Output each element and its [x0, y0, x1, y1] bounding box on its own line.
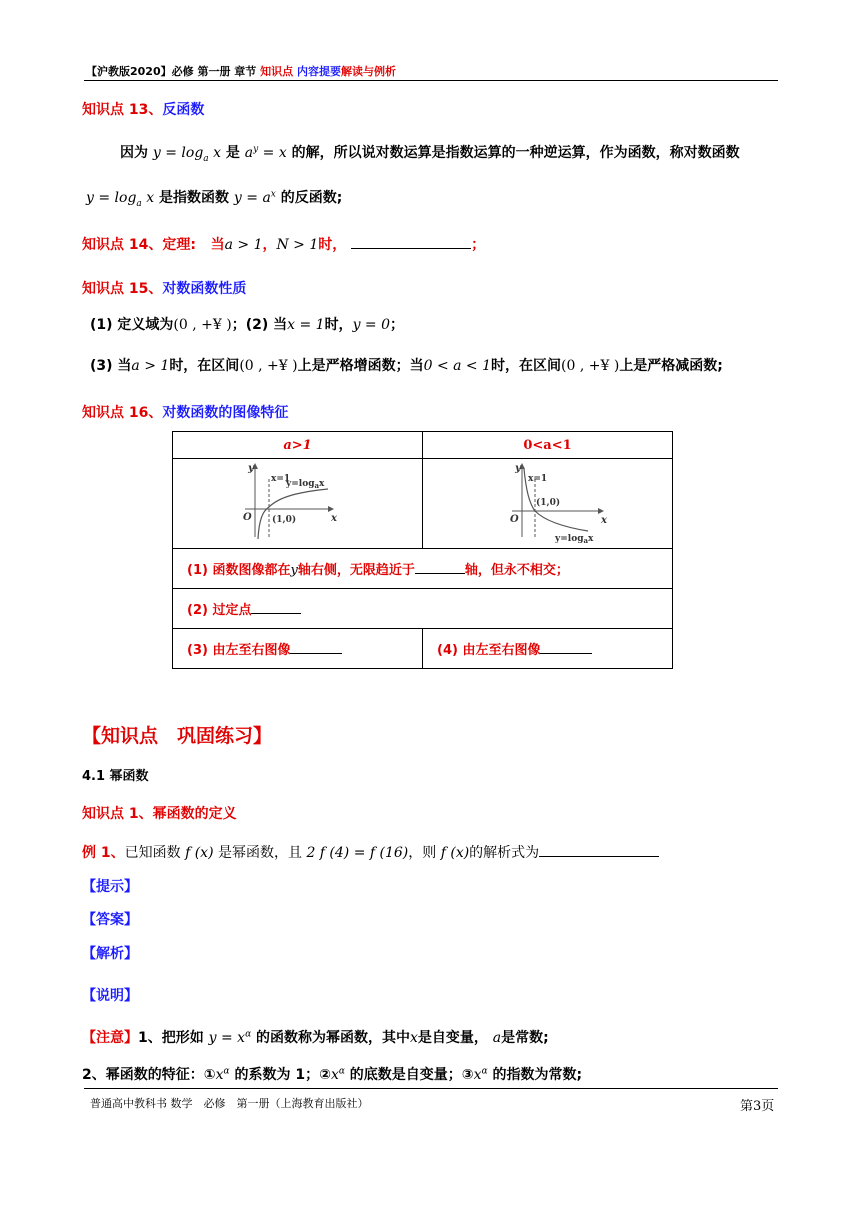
example-1: 例 1、已知函数 f (x) 是幂函数，且 2 f (4) = f (16)，则 f (x)的解析式为: [82, 842, 659, 862]
row2-blank[interactable]: [251, 599, 301, 614]
analysis-label: 【解析】: [82, 946, 138, 962]
row3-blank[interactable]: [290, 639, 342, 654]
svg-text:x: x: [601, 515, 607, 526]
kp13-title: 知识点 13、反函数: [82, 102, 205, 118]
col-header-a-gt-1: a>1: [173, 432, 423, 459]
kp13-line1: 因为 $y = \log_a x$ 是 $a^y = x$ 的解，所以说对数运算是指数运算的一种逆运算，作为函数，称对数函数: [120, 144, 740, 164]
kp13-line2: $y = \log_a x$ 是指数函数 $y = a^x$ 的反函数;: [86, 189, 343, 209]
svg-text:x=1: x=1: [528, 474, 548, 484]
section-title: 4.1 幂函数: [82, 769, 149, 784]
kp15-item3: (3) 当a > 1时，在区间(0 , +¥ )上是严格增函数；当0 < a < 1时，在区间(0 , +¥ )上是严格减函数;: [90, 358, 723, 374]
kp1-title: 知识点 1、幂函数的定义: [82, 806, 237, 822]
svg-text:(1,0): (1,0): [272, 515, 297, 525]
graph-cell-decreasing: [423, 459, 673, 549]
note-label: 【说明】: [82, 988, 138, 1004]
header-series: 【沪教版2020】必修 第一册 章节: [86, 65, 257, 78]
svg-text:x: x: [331, 513, 337, 524]
caution-line-2: 2、幂函数的特征：$①x^\alpha$ 的系数为 1；$②x^\alpha$ 的底数是自变量；$③x^\alpha$ 的指数为常数;: [82, 1066, 583, 1083]
footer-rule: [84, 1088, 778, 1089]
row1-blank[interactable]: [415, 559, 465, 574]
kp16-title: 知识点 16、对数函数的图像特征: [82, 405, 289, 421]
kp15-title: 知识点 15、对数函数性质: [82, 281, 247, 297]
svg-text:(1,0): (1,0): [536, 498, 561, 508]
graph-log-decreasing: [423, 459, 672, 544]
caution-line-1: 【注意】1、把形如 $y = x^\alpha$ 的函数称为幂函数，其中x是自变量， a是常数;: [82, 1029, 549, 1046]
col-header-a-lt-1: 0<a<1: [423, 432, 673, 459]
header-rule: [84, 80, 778, 81]
graph-feature-table: [172, 431, 673, 669]
hint-label: 【提示】: [82, 879, 138, 895]
example-blank[interactable]: [539, 842, 659, 857]
header-summary: 内容提要: [296, 65, 341, 78]
row-feature-1: (1) 函数图像都在y轴右侧，无限趋近于 轴，但永不相交；: [173, 549, 673, 589]
graph-cell-increasing: [173, 459, 423, 549]
header-explain: 解读与例析: [340, 65, 396, 78]
kp14-title: 知识点 14、定理: 当a > 1，N > 1时， ；: [82, 234, 485, 254]
answer-label: 【答案】: [82, 912, 138, 928]
practice-heading: 【知识点 巩固练习】: [82, 725, 273, 747]
row4-blank[interactable]: [540, 639, 592, 654]
svg-text:O: O: [243, 512, 252, 523]
page-header: [86, 63, 396, 79]
footer-book: 普通高中教科书 数学 必修 第一册（上海教育出版社）: [90, 1097, 369, 1110]
kp14-blank[interactable]: [351, 234, 471, 249]
page-number: 第3页: [740, 1099, 775, 1114]
graph-log-increasing: [173, 459, 422, 544]
header-knowledge: 知识点: [260, 65, 294, 78]
kp15-item1: (1) 定义域为(0 , +¥ )；(2) 当x = 1时，y = 0；: [90, 317, 405, 333]
row-feature-2: (2) 过定点: [173, 589, 673, 629]
svg-text:y: y: [515, 463, 521, 474]
svg-text:O: O: [510, 514, 519, 525]
svg-text:x=1: x=1: [271, 474, 291, 484]
row-feature-4: (4) 由左至右图像: [423, 629, 673, 669]
curve-label: $y=\log_ax$: [555, 534, 594, 544]
row-feature-3: (3) 由左至右图像: [173, 629, 423, 669]
curve-label: $y=\log_ax$: [286, 479, 325, 490]
svg-text:y: y: [248, 463, 254, 474]
